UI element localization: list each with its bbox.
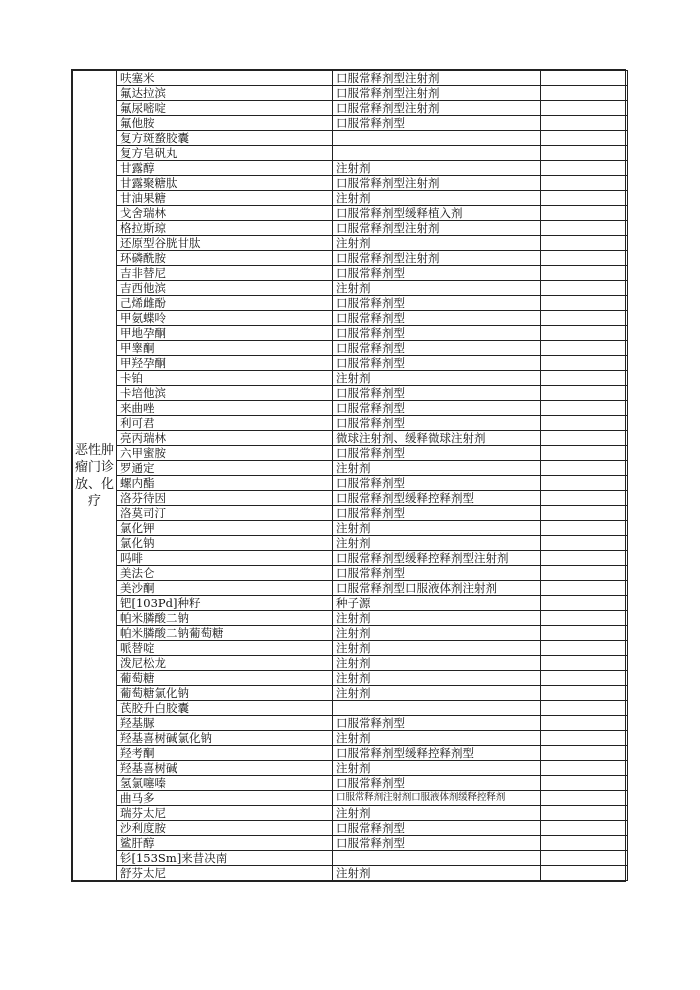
drug-name-cell: 舒芬太尼 xyxy=(117,866,333,881)
remark-cell xyxy=(541,221,628,236)
drug-name-cell: 来曲唑 xyxy=(117,401,333,416)
remark-cell xyxy=(541,581,628,596)
table-row xyxy=(73,851,628,866)
drug-name-cell: 帕米膦酸二钠 xyxy=(117,611,333,626)
table-row xyxy=(73,596,628,611)
table-row xyxy=(73,431,628,446)
dosage-form-cell: 口服常释剂型 xyxy=(333,296,541,311)
table-row xyxy=(73,86,628,101)
table-row xyxy=(73,101,628,116)
dosage-form-cell: 口服常释剂型 xyxy=(333,341,541,356)
drug-name-cell: 芪胶升白胶囊 xyxy=(117,701,333,716)
table-row xyxy=(73,806,628,821)
dosage-form-cell: 种子源 xyxy=(333,596,541,611)
remark-cell xyxy=(541,236,628,251)
table-row xyxy=(73,416,628,431)
dosage-form-cell: 口服常释剂型注射剂 xyxy=(333,251,541,266)
table-row xyxy=(73,566,628,581)
dosage-form-cell: 注射剂 xyxy=(333,671,541,686)
drug-name-cell: 洛芬待因 xyxy=(117,491,333,506)
table-row xyxy=(73,251,628,266)
table-row xyxy=(73,326,628,341)
table-row xyxy=(73,506,628,521)
remark-cell xyxy=(541,356,628,371)
drug-name-cell: 甘露聚糖肽 xyxy=(117,176,333,191)
remark-cell xyxy=(541,566,628,581)
table-row xyxy=(73,536,628,551)
table-row xyxy=(73,551,628,566)
remark-cell xyxy=(541,806,628,821)
remark-cell xyxy=(541,641,628,656)
table-row xyxy=(73,296,628,311)
dosage-form-cell: 口服常释剂型 xyxy=(333,476,541,491)
drug-name-cell: 甘露醇 xyxy=(117,161,333,176)
remark-cell xyxy=(541,86,628,101)
drug-name-cell: 罗通定 xyxy=(117,461,333,476)
table-row xyxy=(73,461,628,476)
dosage-form-cell: 口服常释剂型 xyxy=(333,116,541,131)
table-row xyxy=(73,191,628,206)
drug-name-cell: 六甲蜜胺 xyxy=(117,446,333,461)
remark-cell xyxy=(541,266,628,281)
table-row xyxy=(73,491,628,506)
dosage-form-cell: 口服常释剂型注射剂 xyxy=(333,101,541,116)
remark-cell xyxy=(541,521,628,536)
remark-cell xyxy=(541,686,628,701)
dosage-form-cell: 口服常释剂型 xyxy=(333,836,541,851)
remark-cell xyxy=(541,446,628,461)
table-row xyxy=(73,356,628,371)
remark-cell xyxy=(541,821,628,836)
remark-cell xyxy=(541,836,628,851)
drug-name-cell: 复方皂矾丸 xyxy=(117,146,333,161)
table-row xyxy=(73,611,628,626)
remark-cell xyxy=(541,371,628,386)
remark-cell xyxy=(541,206,628,221)
table-row xyxy=(73,206,628,221)
drug-list-table xyxy=(71,69,626,882)
remark-cell xyxy=(541,611,628,626)
remark-cell xyxy=(541,761,628,776)
dosage-form-cell: 注射剂 xyxy=(333,611,541,626)
remark-cell xyxy=(541,116,628,131)
remark-cell xyxy=(541,146,628,161)
dosage-form-cell: 口服常释剂型 xyxy=(333,326,541,341)
drug-name-cell: 曲马多 xyxy=(117,791,333,806)
remark-cell xyxy=(541,161,628,176)
remark-cell xyxy=(541,101,628,116)
drug-name-cell: 呋塞米 xyxy=(117,71,333,86)
remark-cell xyxy=(541,671,628,686)
table-row xyxy=(73,791,628,806)
drug-name-cell: 螺内酯 xyxy=(117,476,333,491)
table-row xyxy=(73,71,628,86)
dosage-form-cell: 注射剂 xyxy=(333,866,541,881)
drug-name-cell: 羟基喜树碱 xyxy=(117,761,333,776)
remark-cell xyxy=(541,476,628,491)
dosage-form-cell: 注射剂 xyxy=(333,686,541,701)
dosage-form-cell: 口服常释剂型 xyxy=(333,506,541,521)
dosage-form-cell xyxy=(333,131,541,146)
remark-cell xyxy=(541,71,628,86)
dosage-form-cell: 口服常释剂型口服液体剂注射剂 xyxy=(333,581,541,596)
remark-cell xyxy=(541,131,628,146)
dosage-form-cell: 注射剂 xyxy=(333,371,541,386)
drug-name-cell: 甲地孕酮 xyxy=(117,326,333,341)
drug-name-cell: 氯化钾 xyxy=(117,521,333,536)
dosage-form-cell: 口服常释剂型注射剂 xyxy=(333,71,541,86)
dosage-form-cell: 口服常释剂型 xyxy=(333,401,541,416)
table-row xyxy=(73,701,628,716)
remark-cell xyxy=(541,326,628,341)
remark-cell xyxy=(541,731,628,746)
drug-name-cell: 格拉斯琼 xyxy=(117,221,333,236)
dosage-form-cell: 口服常释剂型 xyxy=(333,416,541,431)
dosage-form-cell: 注射剂 xyxy=(333,731,541,746)
drug-name-cell: 泼尼松龙 xyxy=(117,656,333,671)
table-row xyxy=(73,221,628,236)
table-row xyxy=(73,281,628,296)
table-row xyxy=(73,311,628,326)
remark-cell xyxy=(541,311,628,326)
dosage-form-cell: 微球注射剂、缓释微球注射剂 xyxy=(333,431,541,446)
drug-name-cell: 氟达拉滨 xyxy=(117,86,333,101)
remark-cell xyxy=(541,251,628,266)
table-row xyxy=(73,176,628,191)
dosage-form-cell: 注射剂 xyxy=(333,536,541,551)
dosage-form-cell: 口服常释剂型 xyxy=(333,356,541,371)
remark-cell xyxy=(541,506,628,521)
dosage-form-cell xyxy=(333,851,541,866)
remark-cell xyxy=(541,866,628,881)
remark-cell xyxy=(541,656,628,671)
drug-name-cell: 羟基喜树碱氯化钠 xyxy=(117,731,333,746)
dosage-form-cell: 口服常释剂型缓释植入剂 xyxy=(333,206,541,221)
dosage-form-cell xyxy=(333,701,541,716)
drug-name-cell: 鲨肝醇 xyxy=(117,836,333,851)
drug-name-cell: 美沙酮 xyxy=(117,581,333,596)
drug-name-cell: 哌替啶 xyxy=(117,641,333,656)
table-row xyxy=(73,686,628,701)
table-row xyxy=(73,146,628,161)
dosage-form-cell: 口服常释剂型缓释控释剂型 xyxy=(333,746,541,761)
dosage-form-cell xyxy=(333,146,541,161)
drug-name-cell: 甘油果糖 xyxy=(117,191,333,206)
table-row xyxy=(73,116,628,131)
dosage-form-cell: 口服常释剂型 xyxy=(333,446,541,461)
dosage-form-cell: 口服常释剂型 xyxy=(333,716,541,731)
remark-cell xyxy=(541,296,628,311)
dosage-form-cell: 口服常释剂型 xyxy=(333,776,541,791)
dosage-form-cell: 注射剂 xyxy=(333,641,541,656)
table-row xyxy=(73,236,628,251)
table-row xyxy=(73,401,628,416)
table-row xyxy=(73,776,628,791)
table-row xyxy=(73,341,628,356)
drug-name-cell: 环磷酰胺 xyxy=(117,251,333,266)
drug-name-cell: 戈舍瑞林 xyxy=(117,206,333,221)
dosage-form-cell: 口服常释剂注射剂口服液体剂缓释控释剂 xyxy=(333,791,541,806)
table-row xyxy=(73,866,628,881)
drug-name-cell: 还原型谷胱甘肽 xyxy=(117,236,333,251)
drug-name-cell: 氢氯噻嗪 xyxy=(117,776,333,791)
table-row xyxy=(73,476,628,491)
table-row xyxy=(73,161,628,176)
table-row xyxy=(73,581,628,596)
table-row xyxy=(73,671,628,686)
table-row xyxy=(73,371,628,386)
table-row xyxy=(73,131,628,146)
dosage-form-cell: 口服常释剂型 xyxy=(333,566,541,581)
dosage-form-cell: 注射剂 xyxy=(333,656,541,671)
table-row xyxy=(73,746,628,761)
table-row xyxy=(73,761,628,776)
drug-name-cell: 洛莫司汀 xyxy=(117,506,333,521)
drug-name-cell: 钯[103Pd]种籽 xyxy=(117,596,333,611)
remark-cell xyxy=(541,851,628,866)
drug-name-cell: 氟尿嘧啶 xyxy=(117,101,333,116)
table-row xyxy=(73,731,628,746)
drug-name-cell: 羟考酮 xyxy=(117,746,333,761)
table-row xyxy=(73,626,628,641)
category-cell: 恶性肿瘤门诊放、化疗 xyxy=(73,71,117,881)
drug-name-cell: 己烯雌酚 xyxy=(117,296,333,311)
drug-name-cell: 沙利度胺 xyxy=(117,821,333,836)
remark-cell xyxy=(541,596,628,611)
dosage-form-cell: 口服常释剂型缓释控释剂型注射剂 xyxy=(333,551,541,566)
remark-cell xyxy=(541,491,628,506)
dosage-form-cell: 口服常释剂型 xyxy=(333,266,541,281)
drug-name-cell: 葡萄糖 xyxy=(117,671,333,686)
drug-name-cell: 吉西他滨 xyxy=(117,281,333,296)
table-row xyxy=(73,656,628,671)
dosage-form-cell: 口服常释剂型 xyxy=(333,311,541,326)
dosage-form-cell: 注射剂 xyxy=(333,161,541,176)
drug-name-cell: 卡铂 xyxy=(117,371,333,386)
drug-name-cell: 甲睾酮 xyxy=(117,341,333,356)
table-row xyxy=(73,641,628,656)
dosage-form-cell: 口服常释剂型注射剂 xyxy=(333,176,541,191)
drug-name-cell: 吗啡 xyxy=(117,551,333,566)
dosage-form-cell: 注射剂 xyxy=(333,521,541,536)
drug-name-cell: 甲氨蝶呤 xyxy=(117,311,333,326)
remark-cell xyxy=(541,701,628,716)
remark-cell xyxy=(541,281,628,296)
remark-cell xyxy=(541,746,628,761)
table-row xyxy=(73,386,628,401)
remark-cell xyxy=(541,386,628,401)
dosage-form-cell: 口服常释剂型注射剂 xyxy=(333,221,541,236)
remark-cell xyxy=(541,431,628,446)
dosage-form-cell: 注射剂 xyxy=(333,236,541,251)
dosage-form-cell: 注射剂 xyxy=(333,761,541,776)
drug-name-cell: 羟基脲 xyxy=(117,716,333,731)
drug-name-cell: 美法仑 xyxy=(117,566,333,581)
table-row xyxy=(73,266,628,281)
dosage-form-cell: 口服常释剂型 xyxy=(333,821,541,836)
dosage-form-cell: 注射剂 xyxy=(333,626,541,641)
dosage-form-cell: 口服常释剂型缓释控释剂型 xyxy=(333,491,541,506)
drug-name-cell: 亮丙瑞林 xyxy=(117,431,333,446)
drug-name-cell: 氟他胺 xyxy=(117,116,333,131)
table-row xyxy=(73,716,628,731)
drug-name-cell: 帕米膦酸二钠葡萄糖 xyxy=(117,626,333,641)
drug-name-cell: 利可君 xyxy=(117,416,333,431)
remark-cell xyxy=(541,536,628,551)
remark-cell xyxy=(541,401,628,416)
drug-name-cell: 葡萄糖氯化钠 xyxy=(117,686,333,701)
remark-cell xyxy=(541,341,628,356)
table-row xyxy=(73,836,628,851)
remark-cell xyxy=(541,776,628,791)
drug-name-cell: 氯化钠 xyxy=(117,536,333,551)
remark-cell xyxy=(541,461,628,476)
drug-name-cell: 卡培他滨 xyxy=(117,386,333,401)
drug-name-cell: 钐[153Sm]来昔决南 xyxy=(117,851,333,866)
dosage-form-cell: 口服常释剂型 xyxy=(333,386,541,401)
dosage-form-cell: 注射剂 xyxy=(333,461,541,476)
dosage-form-cell: 注射剂 xyxy=(333,806,541,821)
drug-name-cell: 瑞芬太尼 xyxy=(117,806,333,821)
drug-name-cell: 吉非替尼 xyxy=(117,266,333,281)
table-row xyxy=(73,446,628,461)
drug-name-cell: 甲羟孕酮 xyxy=(117,356,333,371)
table-row xyxy=(73,521,628,536)
dosage-form-cell: 口服常释剂型注射剂 xyxy=(333,86,541,101)
dosage-form-cell: 注射剂 xyxy=(333,191,541,206)
remark-cell xyxy=(541,416,628,431)
dosage-form-cell: 注射剂 xyxy=(333,281,541,296)
remark-cell xyxy=(541,791,628,806)
remark-cell xyxy=(541,551,628,566)
drug-name-cell: 复方斑蝥胶囊 xyxy=(117,131,333,146)
remark-cell xyxy=(541,191,628,206)
remark-cell xyxy=(541,176,628,191)
remark-cell xyxy=(541,626,628,641)
remark-cell xyxy=(541,716,628,731)
table-row xyxy=(73,821,628,836)
